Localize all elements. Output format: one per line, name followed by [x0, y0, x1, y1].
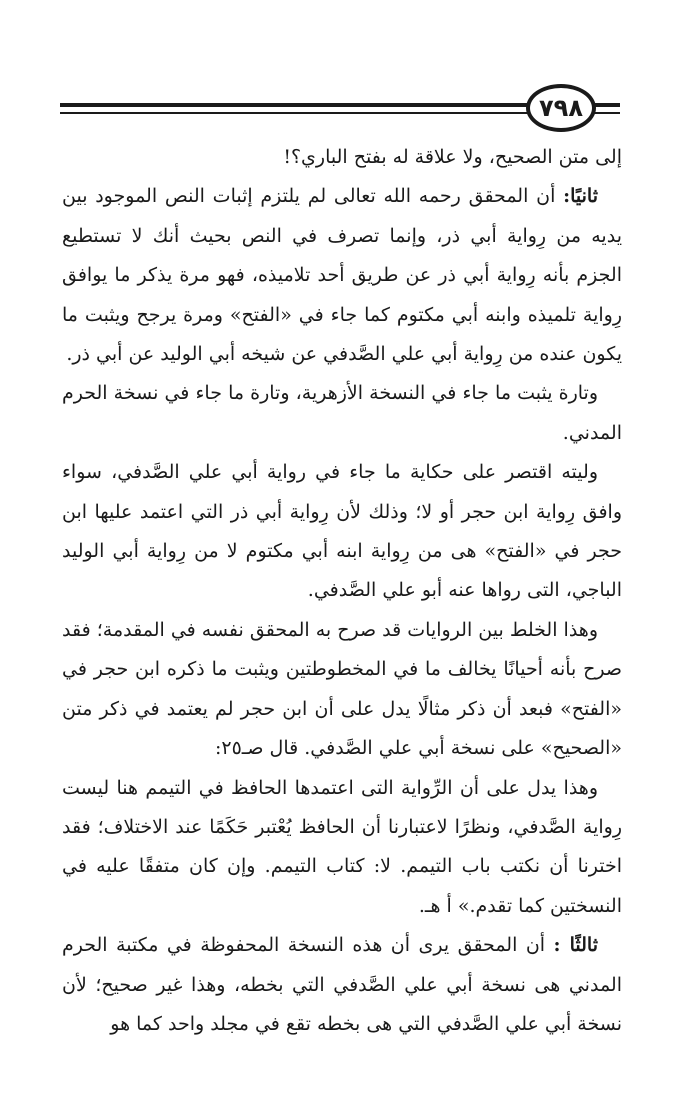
paragraph — [62, 177, 622, 374]
body-text — [62, 138, 622, 1044]
paragraph-text: وليته اقتصر على حكاية ما جاء في رواية أبي علي الصَّدفي، سواء وافق رِواية ابن حجر أو لا؛ وذلك لأن رِواية أبي ذر التي اعتمد عليها ابن حجر في «الفتح» هى من رِواية ابنه أبي مكتوم لا من رِواية أبي الوليد الباجي، التى رواها عنه أبو علي الصَّدفي. — [62, 461, 622, 602]
paragraph — [62, 453, 622, 611]
paragraph — [62, 926, 622, 1044]
paragraph-lead: ثانيًا: — [563, 185, 598, 208]
header-rule — [60, 103, 530, 107]
page-number: ٧٩٨ — [526, 84, 596, 132]
paragraph-text: أن المحقق يرى أن هذه النسخة المحفوظة في مكتبة الحرم المدني هى نسخة أبي علي الصَّدفي التي بخطه، وهذا غير صحيح؛ لأن نسخة أبي علي الصَّدفي التي هى بخطه تقع في مجلد واحد كما هو — [62, 934, 622, 1035]
paragraph-lead: ثالثًا : — [553, 934, 598, 957]
paragraph — [62, 611, 622, 769]
paragraph-text: إلى متن الصحيح، ولا علاقة له بفتح الباري؟! — [283, 146, 622, 168]
paragraph — [62, 374, 622, 453]
header-rule — [594, 103, 620, 107]
paragraph-text: وتارة يثبت ما جاء في النسخة الأزهرية، وتارة ما جاء في نسخة الحرم المدني. — [62, 382, 622, 444]
paragraph-text: أن المحقق رحمه الله تعالى لم يلتزم إثبات النص الموجود بين يديه من رِواية أبي ذر، وإنما تصرف في النص بحيث أنك لا تستطيع الجزم بأنه رِواية أبي ذر عن طريق أحد تلاميذه، فهو مرة يذكر ما يوافق رِواية تلميذه وابنه أبي مكتوم كما جاء في «الفتح» ومرة يرجح ويثبت ما يكون عنده من رِواية أبي علي الصَّدفي عن شيخه أبي الوليد عن أبي ذر. — [62, 185, 622, 366]
paragraph — [62, 769, 622, 927]
paragraph — [62, 138, 622, 177]
header-rule — [594, 112, 620, 114]
header-rule — [60, 112, 530, 114]
paragraph-text: وهذا الخلط بين الروايات قد صرح به المحقق نفسه في المقدمة؛ فقد صرح بأنه أحيانًا يخالف ما في المخطوطتين ويثبت ما ذكره ابن حجر في «الفتح» فبعد أن ذكر مثالًا يدل على أن ابن حجر لم يعتمد في ذكر متن «الصحيح» على نسخة أبي علي الصَّدفي. قال صـ٢٥: — [62, 618, 622, 760]
paragraph-text: وهذا يدل على أن الرِّواية التى اعتمدها الحافظ في التيمم هنا ليست رِواية الصَّدفي، ونظرًا لاعتبارنا أن الحافظ يُعْتبر حَكَمًا عند الاختلاف؛ فقد اخترنا أن نكتب باب التيمم. لا: كتاب التيمم. وإن كان متفقًا عليه في النسختين كما تقدم.» أ هـ. — [62, 776, 622, 917]
